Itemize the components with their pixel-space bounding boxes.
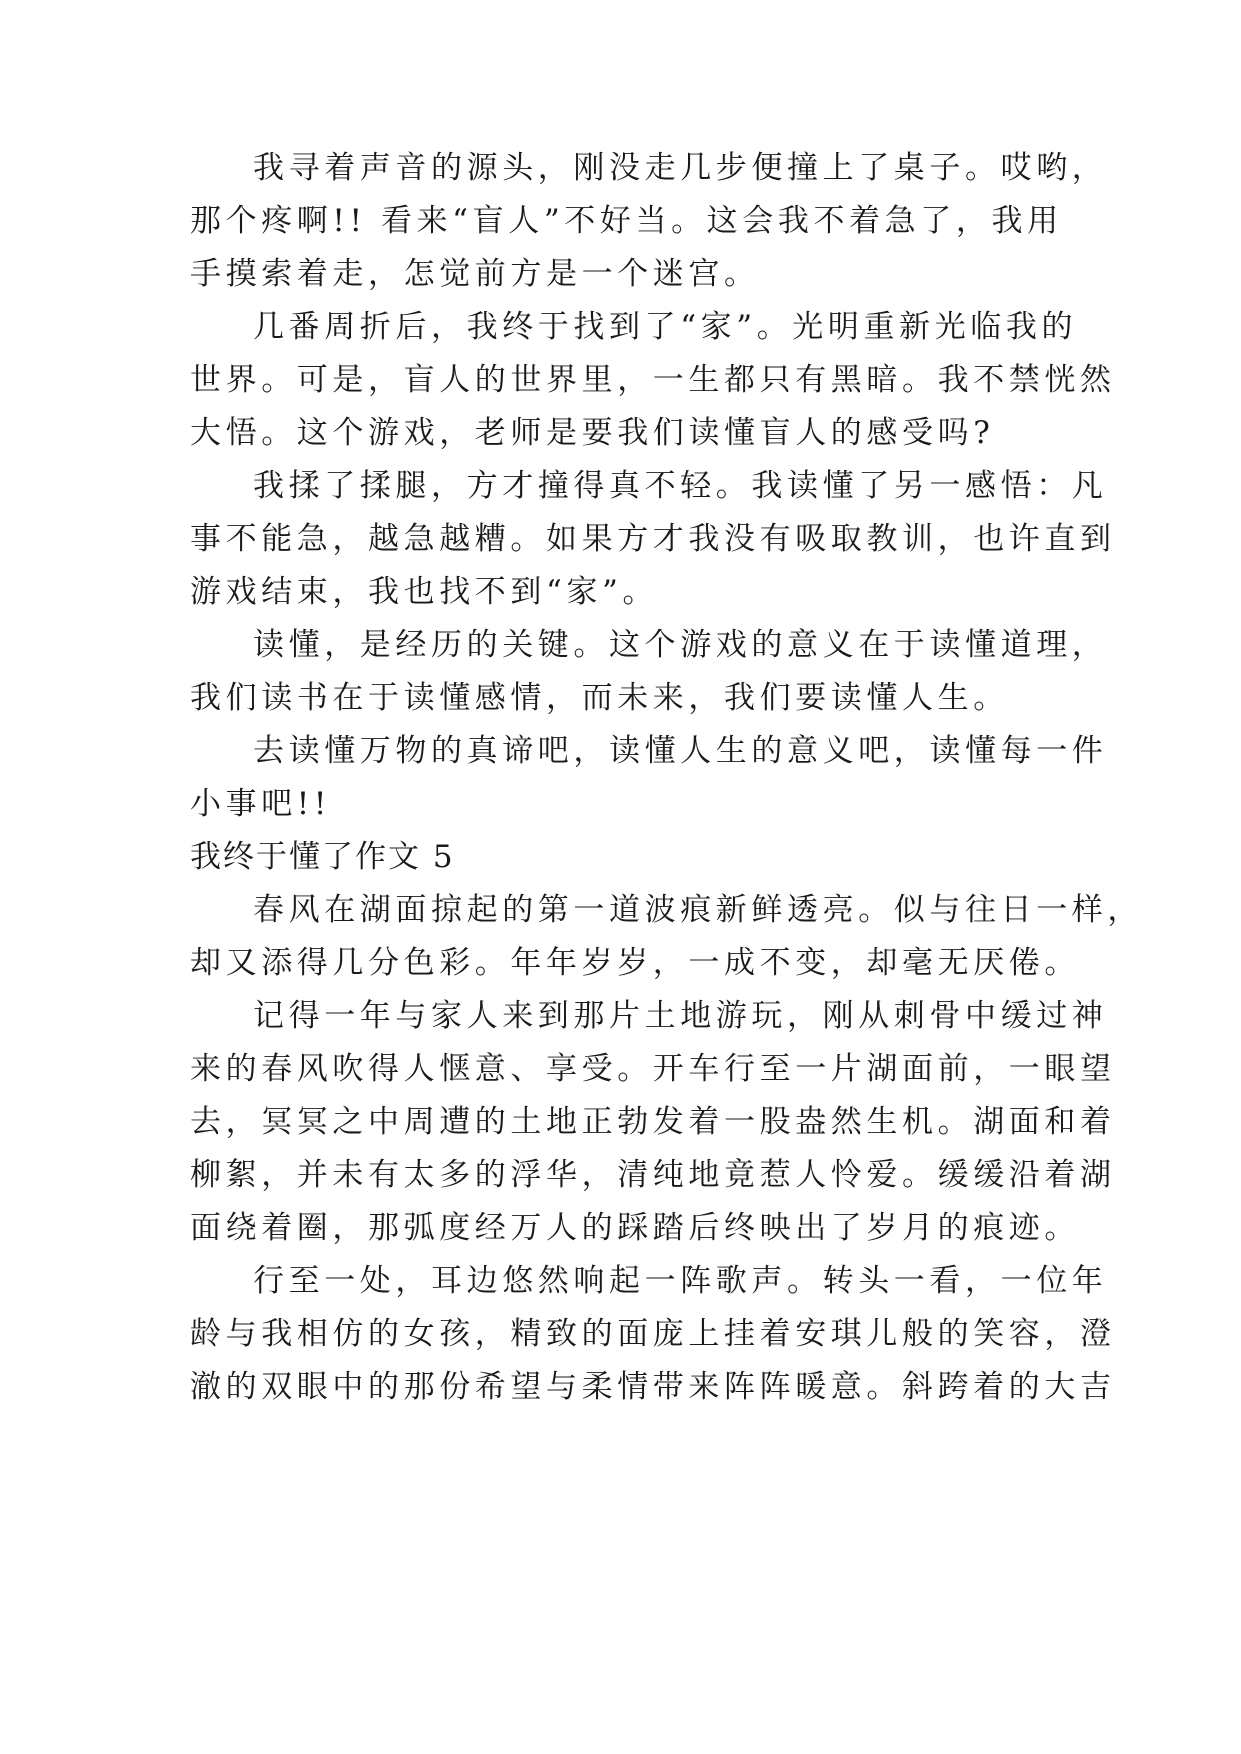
text-line: 几番周折后，我终于找到了“家”。光明重新光临我的 (253, 309, 1078, 345)
text-line: 我寻着声音的源头，刚没走几步便撞上了桌子。哎哟， (253, 150, 1108, 186)
text-line: 我揉了揉腿，方才撞得真不轻。我读懂了另一感悟：凡 (253, 468, 1108, 504)
text-line: 春风在湖面掠起的第一道波痕新鲜透亮。似与往日一样， (253, 892, 1143, 928)
text-line: 龄与我相仿的女孩，精致的面庞上挂着安琪儿般的笑容，澄 (190, 1316, 1116, 1352)
section-heading: 我终于懂了作文 5 (190, 839, 455, 875)
text-line: 记得一年与家人来到那片土地游玩，刚从刺骨中缓过神 (253, 998, 1108, 1034)
text-line: 读懂，是经历的关键。这个游戏的意义在于读懂道理， (253, 627, 1108, 663)
text-line: 柳絮，并未有太多的浮华，清纯地竟惹人怜爱。缓缓沿着湖 (190, 1157, 1116, 1193)
text-line: 面绕着圈，那弧度经万人的踩踏后终映出了岁月的痕迹。 (190, 1210, 1080, 1246)
text-line: 世界。可是，盲人的世界里，一生都只有黑暗。我不禁恍然 (190, 362, 1116, 398)
text-line: 去读懂万物的真谛吧，读懂人生的意义吧，读懂每一件 (253, 733, 1108, 769)
text-line: 小事吧!! (190, 786, 331, 822)
text-line: 那个疼啊!! 看来“盲人”不好当。这会我不着急了，我用 (190, 203, 1063, 239)
text-line: 手摸索着走，怎觉前方是一个迷宫。 (190, 256, 760, 292)
text-line: 却又添得几分色彩。年年岁岁，一成不变，却毫无厌倦。 (190, 945, 1080, 981)
text-line: 游戏结束，我也找不到“家”。 (190, 574, 659, 610)
text-line: 来的春风吹得人惬意、享受。开车行至一片湖面前，一眼望 (190, 1051, 1116, 1087)
text-line: 去，冥冥之中周遭的土地正勃发着一股盎然生机。湖面和着 (190, 1104, 1116, 1140)
text-line: 我们读书在于读懂感情，而未来，我们要读懂人生。 (190, 680, 1009, 716)
text-line: 行至一处，耳边悠然响起一阵歌声。转头一看，一位年 (253, 1263, 1108, 1299)
text-line: 澈的双眼中的那份希望与柔情带来阵阵暖意。斜跨着的大吉 (190, 1369, 1116, 1405)
text-line: 事不能急，越急越糟。如果方才我没有吸取教训，也许直到 (190, 521, 1116, 557)
text-line: 大悟。这个游戏，老师是要我们读懂盲人的感受吗? (190, 415, 995, 451)
